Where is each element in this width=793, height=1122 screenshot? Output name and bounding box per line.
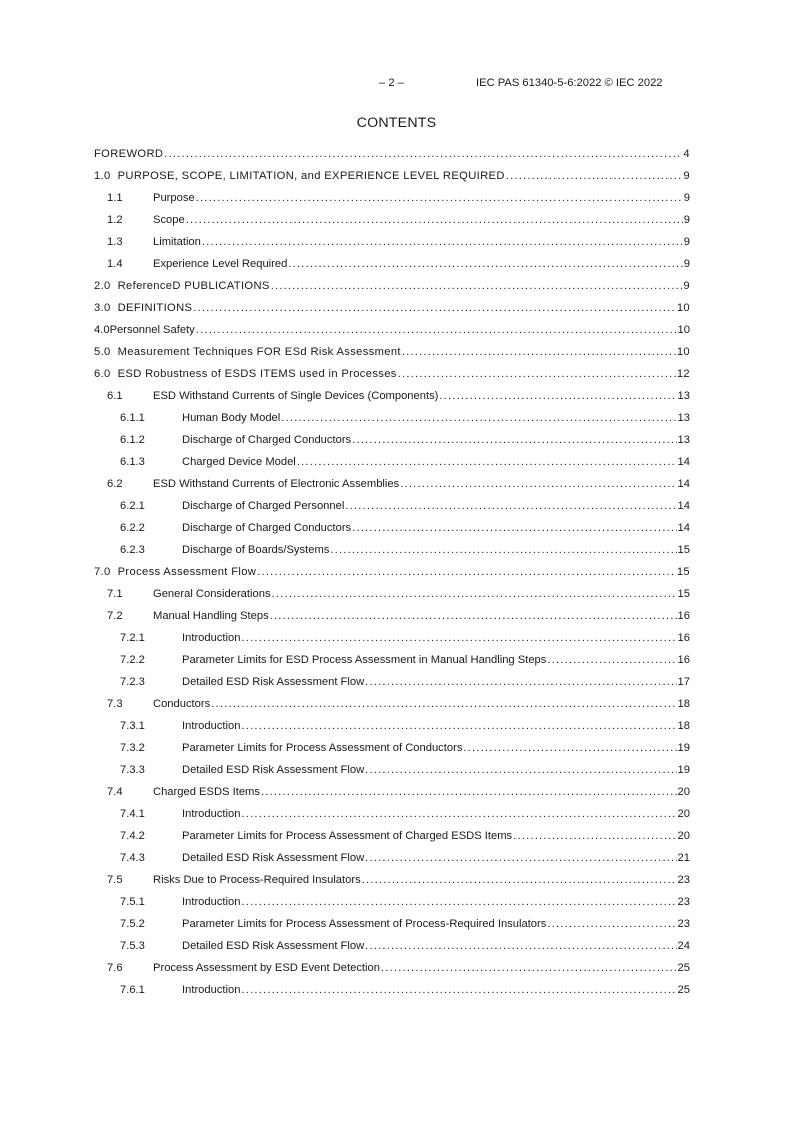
toc-dot-leader [365, 764, 676, 776]
toc-entry[interactable] [94, 363, 690, 385]
toc-entry-number: 4.0 [94, 324, 110, 336]
toc-dot-leader [381, 962, 677, 974]
toc-entry-page: 13 [677, 412, 690, 424]
toc-entry[interactable] [94, 319, 690, 341]
toc-entry-page: 19 [677, 764, 690, 776]
toc-entry[interactable] [94, 209, 690, 231]
toc-dot-leader [241, 808, 676, 820]
toc-entry-title: DEFINITIONS [117, 302, 193, 314]
toc-dot-leader [211, 698, 676, 710]
toc-entry-page: 12 [676, 368, 690, 380]
toc-entry[interactable] [94, 583, 690, 605]
toc-entry-page: 23 [677, 874, 690, 886]
toc-entry-number: 1.1 [107, 192, 123, 204]
toc-dot-leader [398, 368, 676, 380]
toc-entry-page: 4 [683, 148, 690, 160]
toc-entry[interactable] [94, 605, 690, 627]
toc-entry-number: 7.2.1 [120, 632, 145, 644]
toc-entry-title: Purpose [153, 192, 195, 204]
toc-dot-leader [506, 170, 683, 182]
toc-entry-number: 7.3.3 [120, 764, 145, 776]
toc-dot-leader [281, 412, 676, 424]
toc-entry-number: 6.1.2 [120, 434, 145, 446]
toc-entry-title: Discharge of Charged Conductors [182, 434, 352, 446]
toc-entry-title: Conductors [153, 698, 211, 710]
toc-entry-page: 24 [677, 940, 690, 952]
toc-entry[interactable] [94, 627, 690, 649]
toc-entry-number: 7.2 [107, 610, 123, 622]
toc-entry-number: 7.6.1 [120, 984, 145, 996]
toc-entry-page: 15 [677, 588, 690, 600]
toc-entry[interactable] [94, 693, 690, 715]
toc-entry-page: 14 [677, 456, 690, 468]
toc-entry[interactable] [94, 913, 690, 935]
toc-entry-number: 7.4.3 [120, 852, 145, 864]
toc-entry-number: 7.2.3 [120, 676, 145, 688]
toc-entry-title: ESD Robustness of ESDS ITEMS used in Processes [117, 368, 397, 380]
toc-entry-title: Parameter Limits for Process Assessment of Charged ESDS Items [182, 830, 513, 842]
toc-dot-leader [365, 852, 676, 864]
toc-entry-page: 15 [676, 566, 690, 578]
toc-entry-page: 23 [677, 896, 690, 908]
toc-dot-leader [402, 346, 676, 358]
toc-dot-leader [196, 324, 677, 336]
toc-dot-leader [547, 918, 676, 930]
toc-entry-page: 16 [677, 610, 690, 622]
toc-entry[interactable] [94, 957, 690, 979]
toc-entry-title: Parameter Limits for Process Assessment of Process-Required Insulators [182, 918, 547, 930]
toc-entry[interactable] [94, 165, 690, 187]
toc-entry-number: 6.2.1 [120, 500, 145, 512]
toc-entry-number: 7.4 [107, 786, 123, 798]
toc-entry[interactable] [94, 803, 690, 825]
toc-entry-number: 7.5.1 [120, 896, 145, 908]
toc-entry[interactable] [94, 979, 690, 1001]
toc-entry-number: 6.2.2 [120, 522, 145, 534]
toc-entry-title: Process Assessment by ESD Event Detection [153, 962, 380, 974]
toc-entry[interactable] [94, 561, 690, 583]
toc-entry-page: 14 [677, 478, 690, 490]
toc-entry-title: FOREWORD [94, 148, 164, 160]
toc-entry-number: 7.3.1 [120, 720, 145, 732]
toc-entry-page: 20 [677, 786, 690, 798]
toc-entry-page: 9 [683, 236, 690, 248]
toc-entry[interactable] [94, 847, 690, 869]
toc-entry-page: 19 [677, 742, 690, 754]
toc-entry-page: 25 [677, 984, 690, 996]
toc-entry[interactable] [94, 429, 690, 451]
contents-title: CONTENTS [356, 115, 437, 131]
toc-entry-title: Limitation [153, 236, 201, 248]
toc-entry-title: Detailed ESD Risk Assessment Flow [182, 852, 365, 864]
toc-entry-number: 6.1.3 [120, 456, 145, 468]
toc-entry-title: Charged ESDS Items [153, 786, 260, 798]
toc-entry-page: 18 [677, 720, 690, 732]
toc-entry[interactable] [94, 495, 690, 517]
toc-entry-number: 1.3 [107, 236, 123, 248]
toc-entry-page: 25 [677, 962, 690, 974]
toc-entry-page: 13 [677, 390, 690, 402]
toc-entry-page: 9 [683, 280, 690, 292]
toc-dot-leader [547, 654, 676, 666]
toc-entry-number: 7.3 [107, 698, 123, 710]
toc-entry[interactable] [94, 473, 690, 495]
toc-entry[interactable] [94, 539, 690, 561]
toc-entry-page: 20 [677, 808, 690, 820]
page-number: – 2 – [379, 77, 404, 89]
toc-entry-number: 1.4 [107, 258, 123, 270]
toc-entry-title: PURPOSE, SCOPE, LIMITATION, and EXPERIENCE LEVEL REQUIRED [117, 170, 505, 182]
toc-dot-leader [241, 984, 676, 996]
toc-entry-title: Discharge of Charged Personnel [182, 500, 345, 512]
table-of-contents [94, 143, 690, 1001]
toc-entry-page: 14 [677, 522, 690, 534]
toc-dot-leader [271, 280, 683, 292]
toc-entry-number: 7.6 [107, 962, 123, 974]
toc-entry-number: 6.1 [107, 390, 123, 402]
toc-entry[interactable] [94, 407, 690, 429]
toc-entry-title: Risks Due to Process-Required Insulators [153, 874, 361, 886]
toc-dot-leader [241, 720, 676, 732]
toc-entry-title: Introduction [182, 720, 241, 732]
toc-entry-page: 9 [683, 258, 690, 270]
toc-dot-leader [196, 192, 683, 204]
toc-entry[interactable] [94, 275, 690, 297]
toc-entry-number: 3.0 [94, 302, 111, 314]
toc-entry-number: 6.2 [107, 478, 123, 490]
toc-dot-leader [330, 544, 676, 556]
toc-entry[interactable] [94, 781, 690, 803]
toc-dot-leader [365, 676, 676, 688]
toc-dot-leader [345, 500, 676, 512]
toc-entry[interactable] [94, 891, 690, 913]
toc-dot-leader [288, 258, 682, 270]
toc-dot-leader [352, 434, 676, 446]
toc-entry-number: 5.0 [94, 346, 111, 358]
toc-entry-title: Experience Level Required [153, 258, 288, 270]
toc-entry-number: 7.4.1 [120, 808, 145, 820]
standard-reference: IEC PAS 61340-5-6:2022 © IEC 2022 [476, 77, 663, 89]
toc-entry-page: 16 [677, 632, 690, 644]
toc-entry-title: Scope [153, 214, 185, 226]
toc-entry-page: 16 [677, 654, 690, 666]
toc-dot-leader [241, 632, 676, 644]
toc-dot-leader [463, 742, 676, 754]
toc-dot-leader [193, 302, 676, 314]
toc-dot-leader [362, 874, 677, 886]
toc-dot-leader [202, 236, 683, 248]
toc-entry-number: 2.0 [94, 280, 111, 292]
toc-entry-number: 7.4.2 [120, 830, 145, 842]
toc-entry-title: Introduction [182, 984, 241, 996]
toc-entry-number: 7.2.2 [120, 654, 145, 666]
toc-dot-leader [297, 456, 677, 468]
toc-dot-leader [270, 610, 677, 622]
toc-dot-leader [513, 830, 676, 842]
toc-dot-leader [257, 566, 676, 578]
toc-entry[interactable] [94, 341, 690, 363]
toc-entry-number: 1.2 [107, 214, 123, 226]
toc-entry-number: 7.5.2 [120, 918, 145, 930]
toc-entry-title: Human Body Model [182, 412, 281, 424]
toc-entry[interactable] [94, 451, 690, 473]
toc-entry-title: Introduction [182, 808, 241, 820]
page-header [0, 77, 793, 93]
toc-dot-leader [261, 786, 677, 798]
toc-entry-page: 21 [677, 852, 690, 864]
toc-entry-number: 1.0 [94, 170, 111, 182]
toc-dot-leader [186, 214, 683, 226]
toc-entry-title: Detailed ESD Risk Assessment Flow [182, 940, 365, 952]
toc-dot-leader [164, 148, 682, 160]
toc-entry-title: Charged Device Model [182, 456, 296, 468]
toc-entry-title: Parameter Limits for Process Assessment of Conductors [182, 742, 463, 754]
toc-entry-page: 13 [677, 434, 690, 446]
toc-entry-page: 20 [677, 830, 690, 842]
toc-entry[interactable] [94, 649, 690, 671]
toc-entry-title: Discharge of Charged Conductors [182, 522, 352, 534]
toc-entry-page: 17 [677, 676, 690, 688]
toc-entry-title: ESD Withstand Currents of Single Devices (Components) [153, 390, 439, 402]
toc-entry-page: 18 [677, 698, 690, 710]
toc-entry-title: Detailed ESD Risk Assessment Flow [182, 676, 365, 688]
toc-entry-title: ESD Withstand Currents of Electronic Assemblies [153, 478, 400, 490]
toc-entry[interactable] [94, 517, 690, 539]
toc-entry-number: 7.0 [94, 566, 111, 578]
toc-entry[interactable] [94, 297, 690, 319]
toc-entry-page: 9 [683, 192, 690, 204]
toc-entry-title: General Considerations [153, 588, 271, 600]
toc-entry[interactable] [94, 187, 690, 209]
toc-entry[interactable] [94, 231, 690, 253]
toc-entry[interactable] [94, 737, 690, 759]
toc-entry-page: 10 [676, 346, 690, 358]
toc-entry[interactable] [94, 253, 690, 275]
toc-dot-leader [272, 588, 677, 600]
toc-entry-title: Process Assessment Flow [117, 566, 257, 578]
toc-entry[interactable] [94, 935, 690, 957]
toc-dot-leader [439, 390, 676, 402]
toc-entry-number: 7.5.3 [120, 940, 145, 952]
toc-entry-title: Introduction [182, 632, 241, 644]
toc-entry-number: 7.5 [107, 874, 123, 886]
toc-dot-leader [365, 940, 676, 952]
toc-entry-title: Detailed ESD Risk Assessment Flow [182, 764, 365, 776]
toc-dot-leader [400, 478, 676, 490]
toc-entry-title: Measurement Techniques FOR ESd Risk Assessment [117, 346, 401, 358]
toc-entry-number: 7.1 [107, 588, 123, 600]
toc-entry-page: 23 [677, 918, 690, 930]
toc-entry[interactable] [94, 715, 690, 737]
toc-entry-page: 15 [677, 544, 690, 556]
toc-entry[interactable] [94, 869, 690, 891]
toc-entry[interactable] [94, 825, 690, 847]
toc-entry-number: 6.0 [94, 368, 111, 380]
toc-entry-title: Parameter Limits for ESD Process Assessment in Manual Handling Steps [182, 654, 547, 666]
toc-entry-number: 6.2.3 [120, 544, 145, 556]
toc-entry-page: 10 [676, 302, 690, 314]
toc-entry-title: Introduction [182, 896, 241, 908]
toc-entry-page: 10 [677, 324, 690, 336]
toc-entry-number: 6.1.1 [120, 412, 145, 424]
toc-entry-page: 9 [683, 214, 690, 226]
toc-entry[interactable] [94, 143, 690, 165]
toc-entry-title: Discharge of Boards/Systems [182, 544, 330, 556]
toc-entry-title: Personnel Safety [109, 324, 195, 336]
toc-entry-number: 7.3.2 [120, 742, 145, 754]
toc-dot-leader [352, 522, 676, 534]
toc-entry-title: Manual Handling Steps [153, 610, 269, 622]
toc-entry-page: 14 [677, 500, 690, 512]
toc-entry-title: ReferenceD PUBLICATIONS [117, 280, 270, 292]
toc-entry[interactable] [94, 671, 690, 693]
toc-entry-page: 9 [683, 170, 690, 182]
toc-entry[interactable] [94, 385, 690, 407]
toc-dot-leader [241, 896, 676, 908]
toc-entry[interactable] [94, 759, 690, 781]
